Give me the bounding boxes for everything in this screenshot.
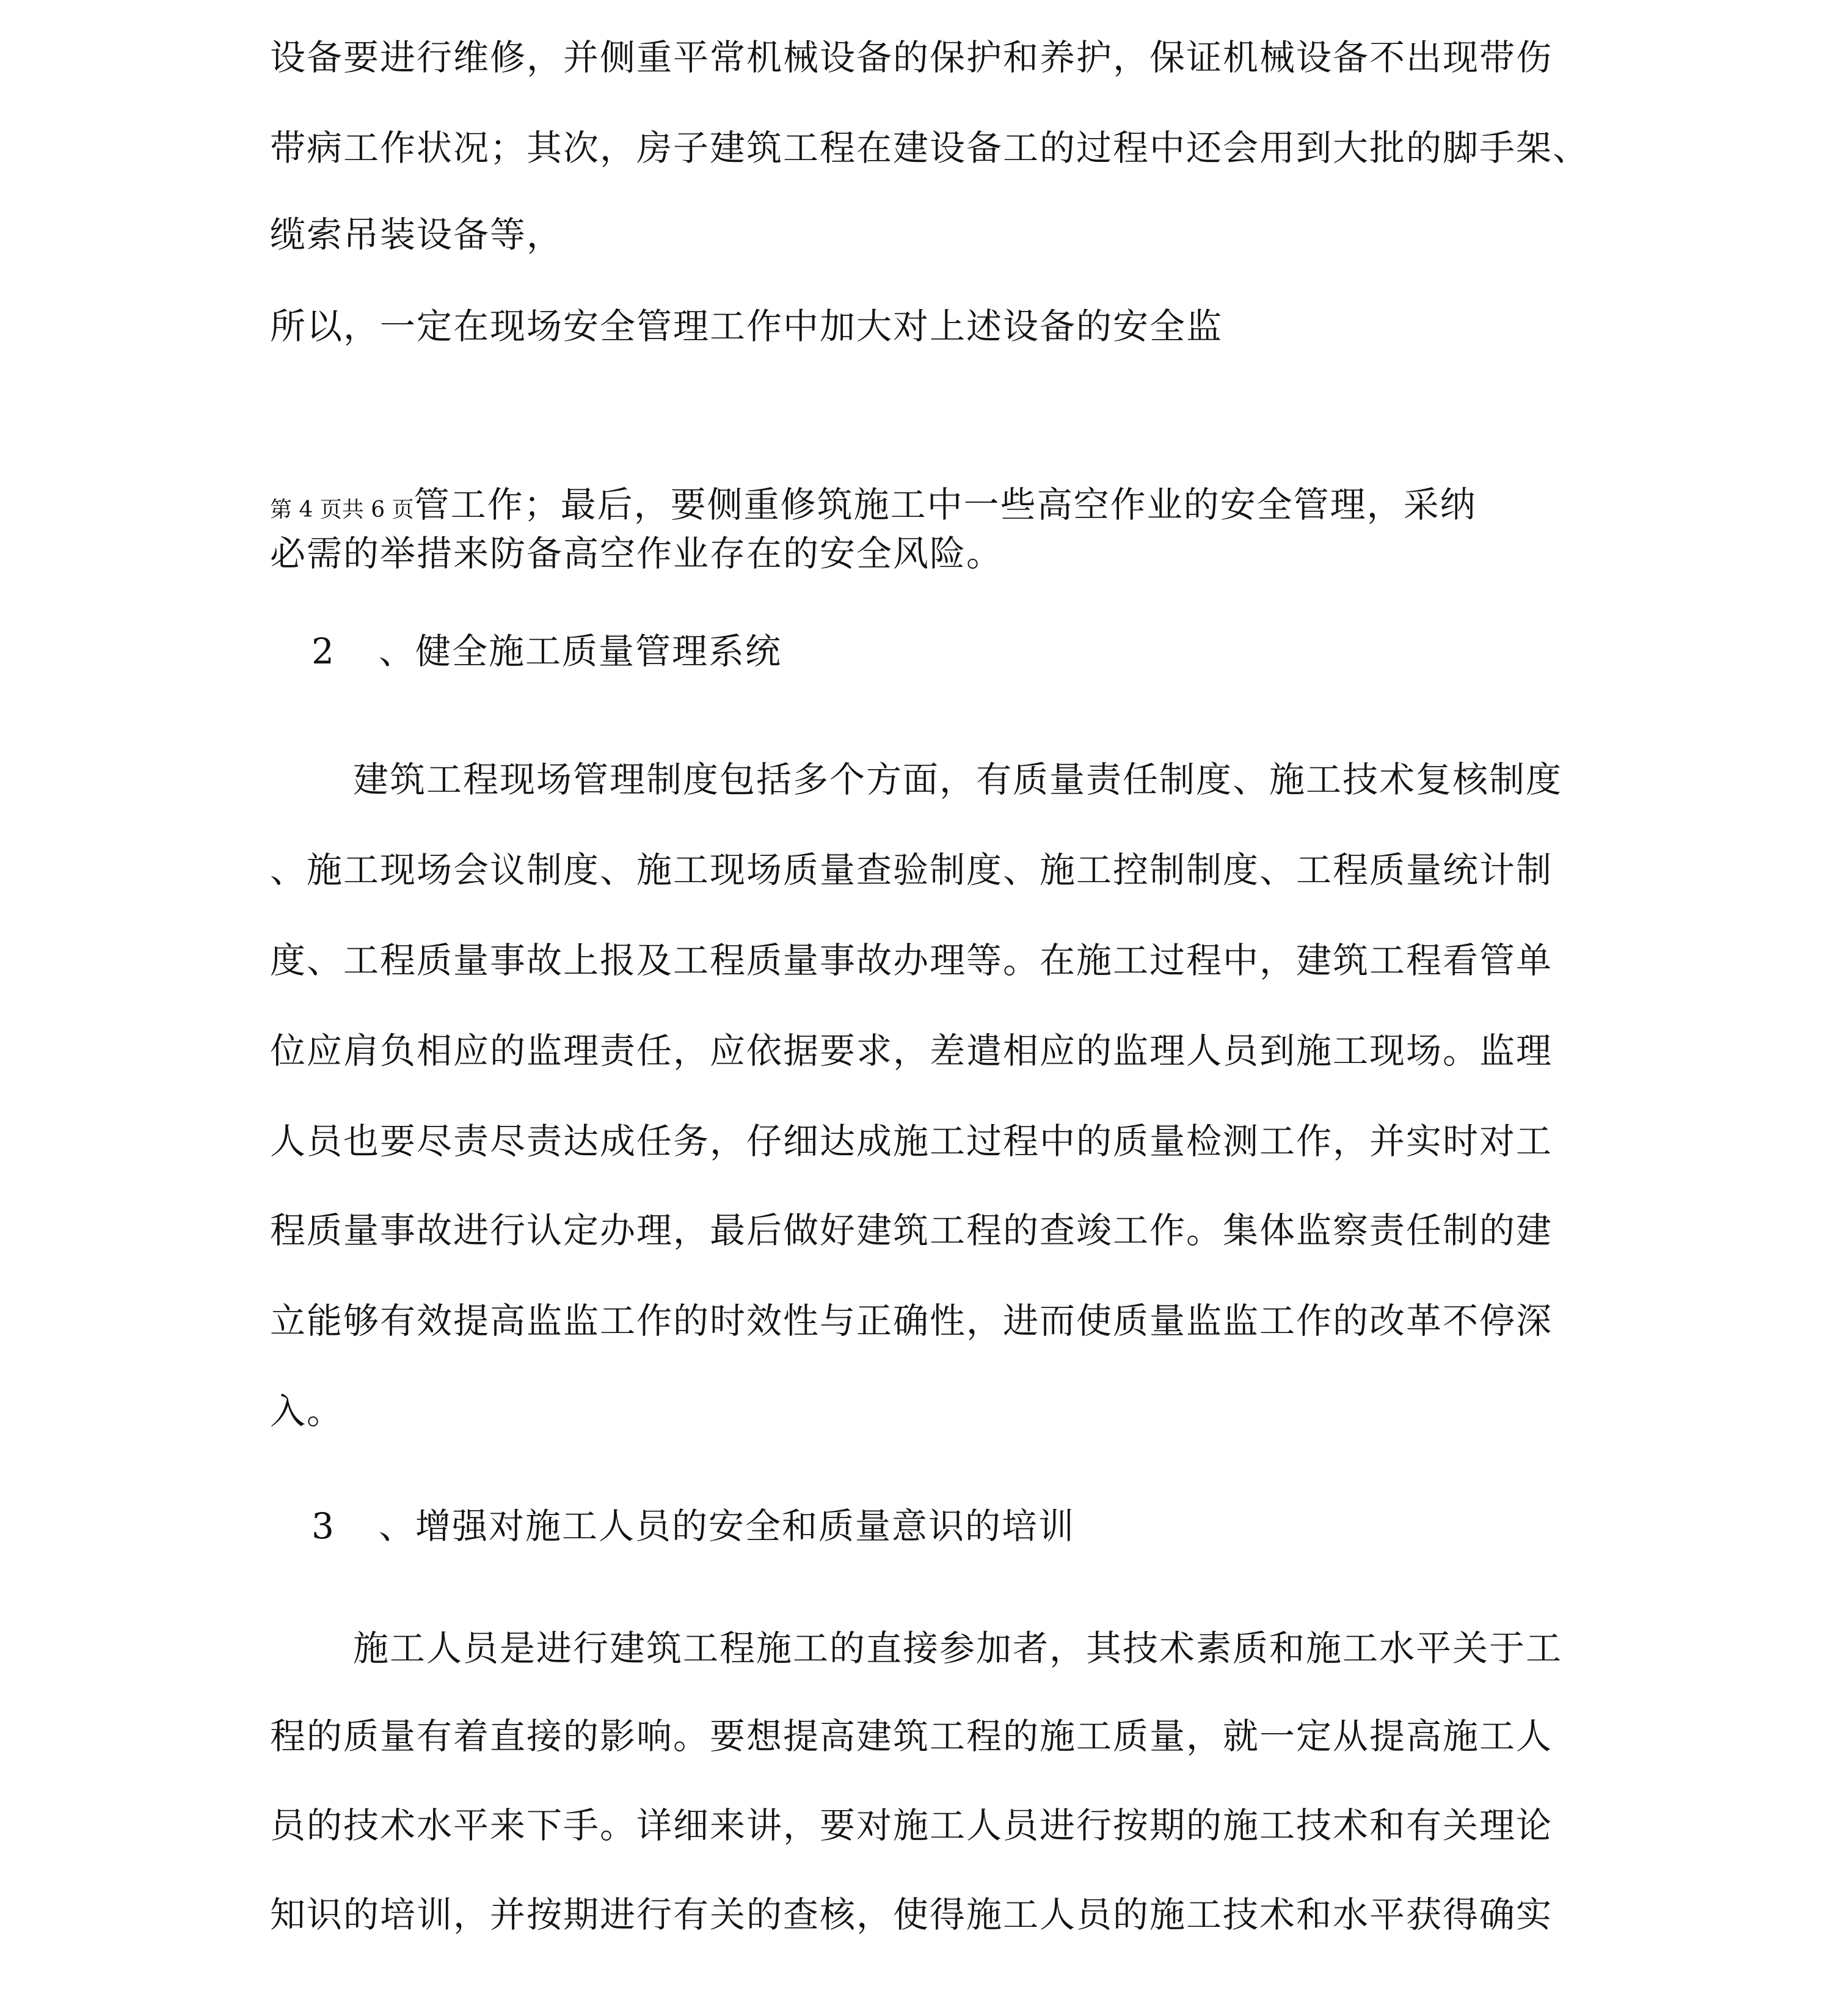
text-line: 管工作；最后，要侧重修筑施工中一些高空作业的安全管理，采纳 (413, 484, 1477, 525)
text-line: 入。 (270, 1390, 344, 1432)
section-title: 、健全施工质量管理系统 (379, 630, 782, 672)
text-line: 、施工现场会议制度、施工现场质量查验制度、施工控制制度、工程质量统计制 (270, 849, 1553, 891)
text-line: 程的质量有着直接的影响。要想提高建筑工程的施工质量，就一定从提高施工人 (270, 1715, 1553, 1757)
text-line: 度、工程质量事故上报及工程质量事故办理等。在施工过程中，建筑工程看管单 (270, 940, 1553, 981)
text-line: 建筑工程现场管理制度包括多个方面，有质量责任制度、施工技术复核制度 (353, 759, 1563, 800)
section-title: 、增强对施工人员的安全和质量意识的培训 (379, 1505, 1076, 1547)
text-line: 知识的培训，并按期进行有关的查核，使得施工人员的施工技术和水平获得确实 (270, 1894, 1553, 1935)
text-line: 带病工作状况；其次，房子建筑工程在建设备工的过程中还会用到大批的脚手架、 (270, 127, 1590, 169)
text-line-with-footer (270, 483, 1477, 532)
text-line: 程质量事故进行认定办理，最后做好建筑工程的查竣工作。集体监察责任制的建 (270, 1210, 1553, 1251)
text-line: 人员也要尽责尽责达成任务，仔细达成施工过程中的质量检测工作，并实时对工 (270, 1120, 1553, 1162)
section-number: 3 (311, 1505, 334, 1547)
text-line: 施工人员是进行建筑工程施工的直接参加者，其技术素质和施工水平关于工 (353, 1627, 1563, 1669)
text-line: 设备要进行维修，并侧重平常机械设备的保护和养护，保证机械设备不出现带伤 (270, 37, 1553, 78)
text-line: 必需的举措来防备高空作业存在的安全风险。 (270, 533, 1004, 574)
page-footer: 第 4 页共 6 页 (270, 497, 414, 522)
text-line: 缆索吊装设备等， (270, 214, 564, 255)
text-line: 位应肩负相应的监理责任，应依据要求，差遣相应的监理人员到施工现场。监理 (270, 1030, 1553, 1072)
text-line: 立能够有效提高监监工作的时效性与正确性，进而使质量监监工作的改革不停深 (270, 1300, 1553, 1342)
section-number: 2 (311, 630, 334, 672)
text-line: 所以，一定在现场安全管理工作中加大对上述设备的安全监 (270, 305, 1223, 347)
text-line: 员的技术水平来下手。详细来讲，要对施工人员进行按期的施工技术和有关理论 (270, 1805, 1553, 1846)
